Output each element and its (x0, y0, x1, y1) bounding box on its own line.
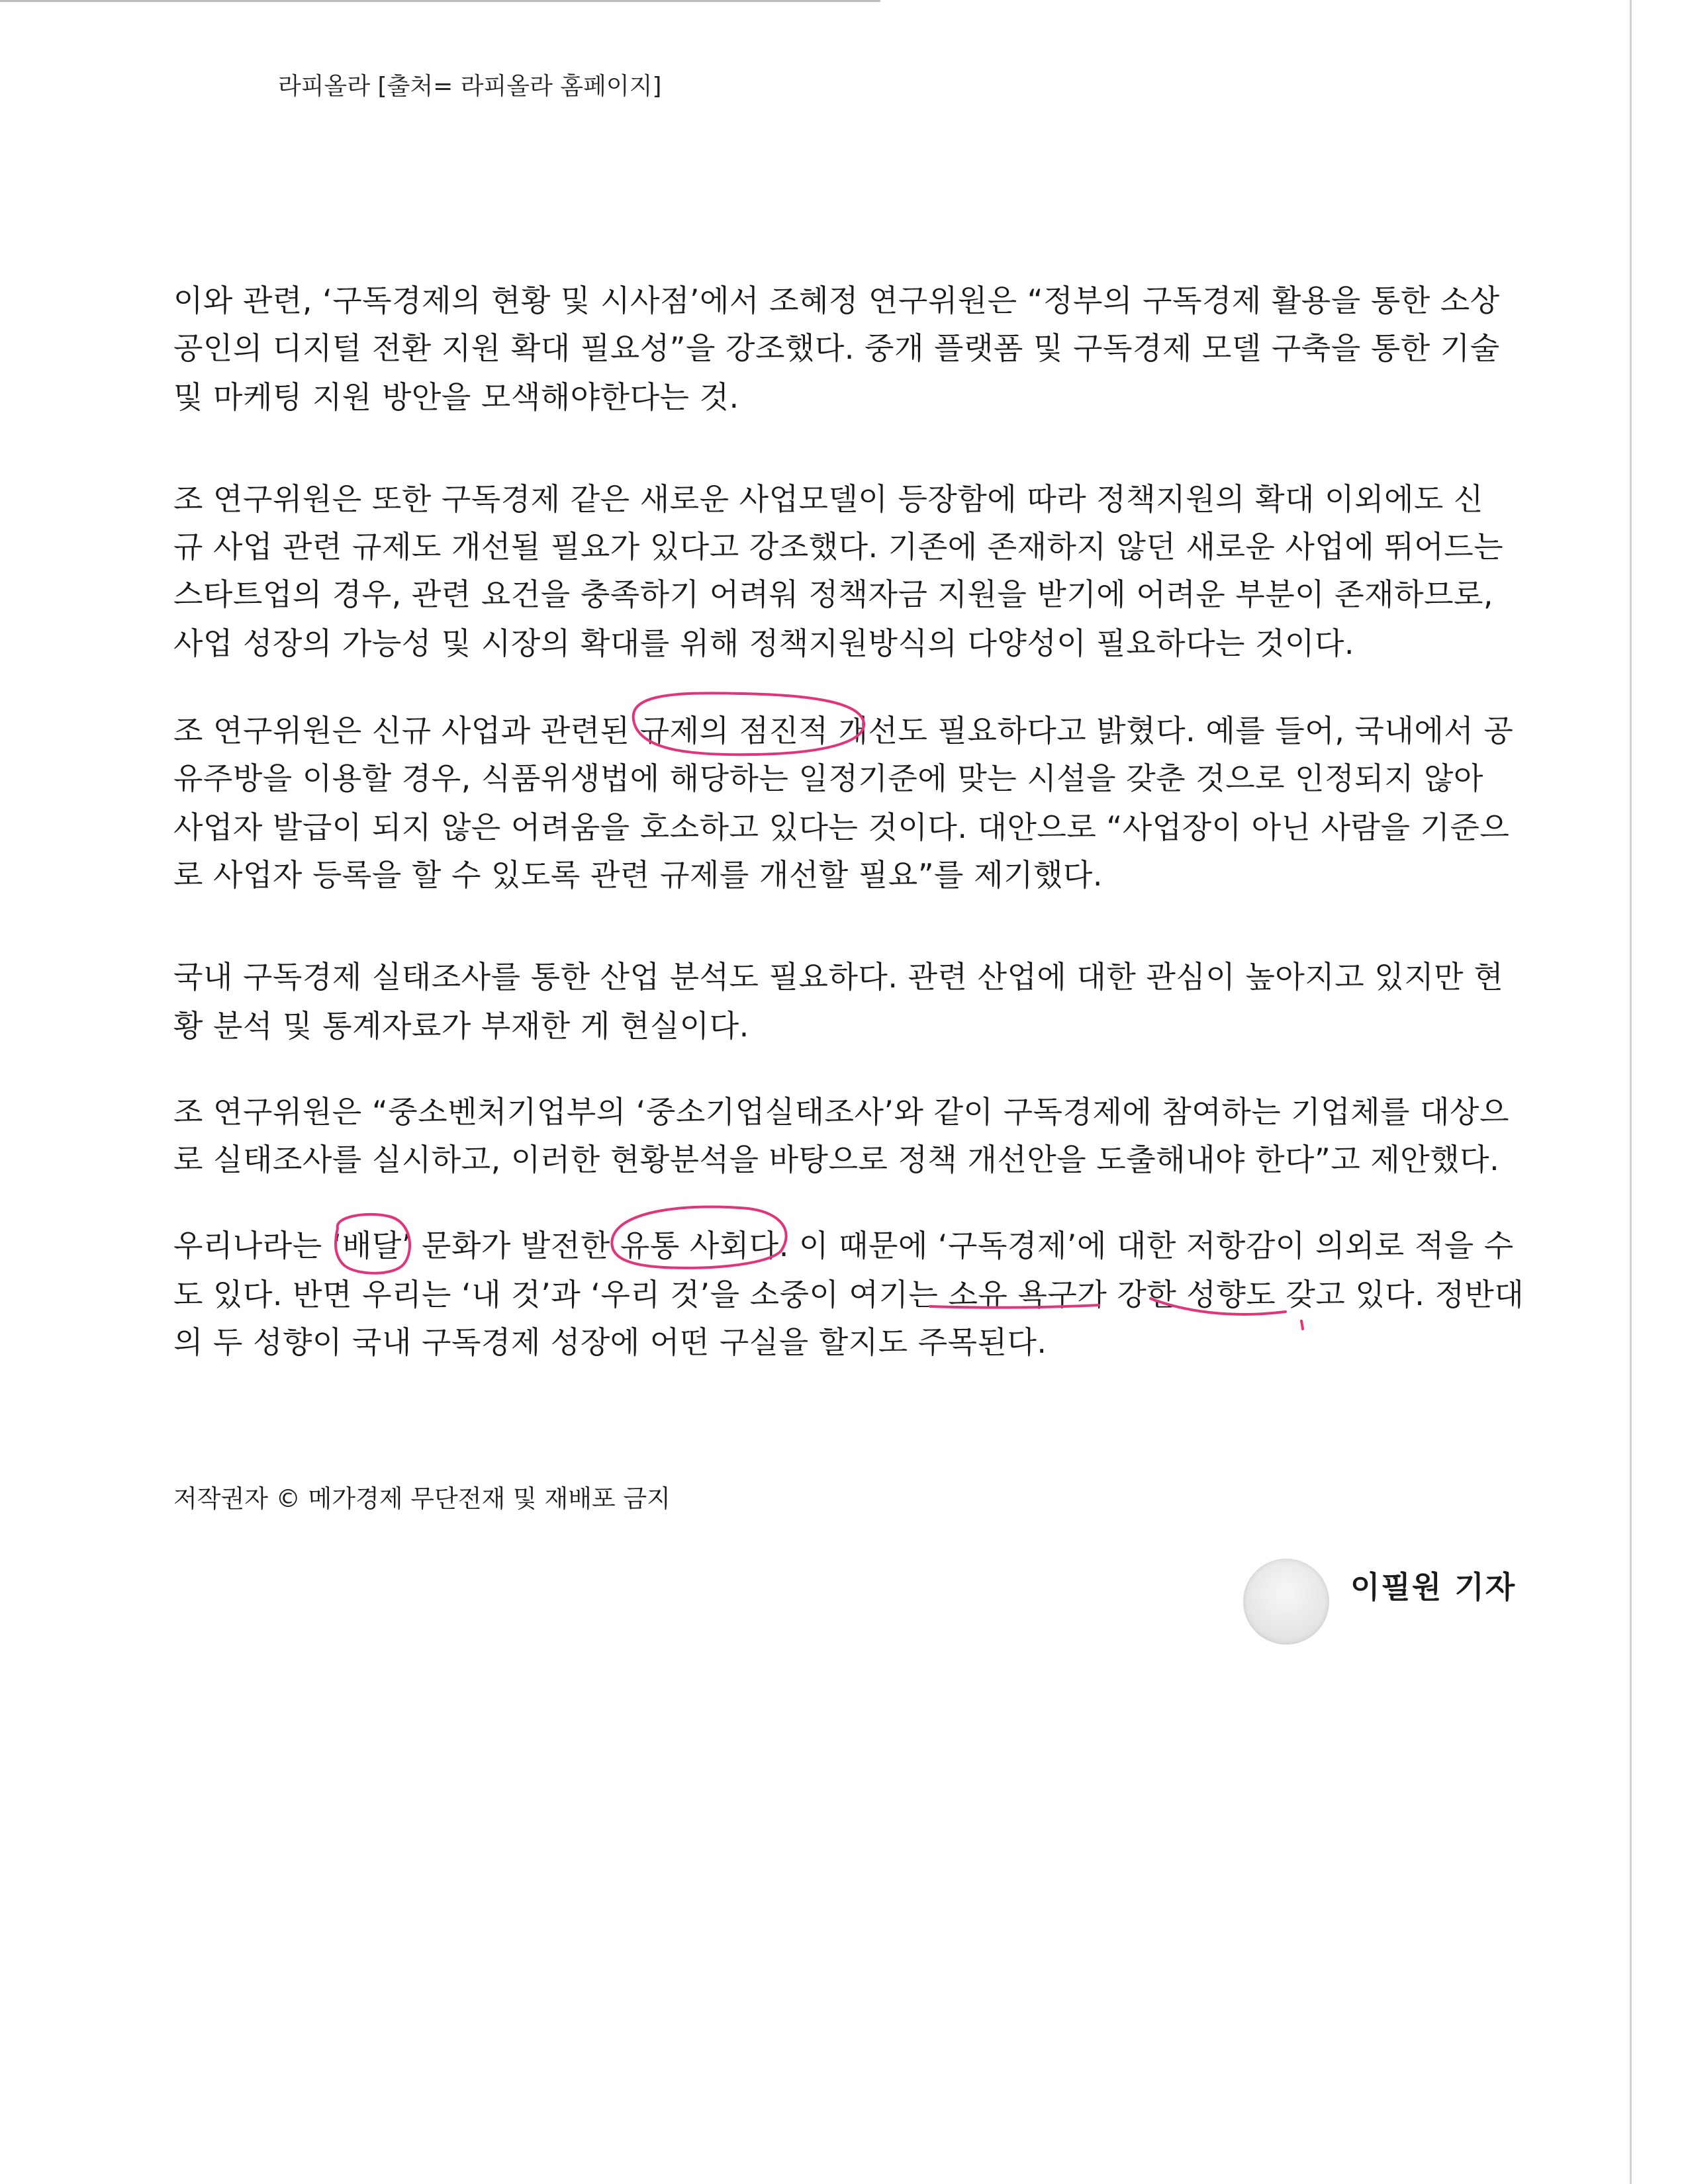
copyright-notice: 저작권자 © 메가경제 무단전재 및 재배포 금지 (173, 1484, 671, 1513)
paragraph-3-line-2: 유주방을 이용할 경우, 식품위생법에 해당하는 일정기준에 맞는 시설을 갖춘 것으로 인정되지 않아 (173, 760, 1483, 796)
paragraph-2-line-1: 조 연구위원은 또한 구독경제 같은 새로운 사업모델이 등장함에 따라 정책지원의 확대 이외에도 신 (173, 481, 1483, 517)
paragraph-5-line-2: 로 실태조사를 실시하고, 이러한 현황분석을 바탕으로 정책 개선안을 도출해내야 한다”고 제안했다. (173, 1142, 1500, 1177)
scan-edge-top (0, 0, 880, 2)
paragraph-4-line-1: 국내 구독경제 실태조사를 통한 산업 분석도 필요하다. 관련 산업에 대한 관심이 높아지고 있지만 현 (173, 959, 1504, 995)
paragraph-5-line-1: 조 연구위원은 “중소벤처기업부의 ‘중소기업실태조사’와 같이 구독경제에 참여하는 기업체를 대상으 (173, 1094, 1509, 1130)
paragraph-3-line-1: 조 연구위원은 신규 사업과 관련된 규제의 점진적 개선도 필요하다고 밝혔다. 예를 들어, 국내에서 공 (173, 713, 1514, 749)
paragraph-6-line-1: 우리나라는 ‘배달’ 문화가 발전한 유통 사회다. 이 때문에 ‘구독경제’에 대한 저항감이 의외로 적을 수 (173, 1228, 1514, 1263)
scan-edge-right (1630, 0, 1632, 2184)
paragraph-3-line-3: 사업자 발급이 되지 않은 어려움을 호소하고 있다는 것이다. 대안으로 “사업장이 아닌 사람을 기준으 (173, 809, 1510, 845)
paragraph-2-line-4: 사업 성장의 가능성 및 시장의 확대를 위해 정책지원방식의 다양성이 필요하다는 것이다. (173, 625, 1355, 661)
author-avatar (1243, 1559, 1329, 1645)
paragraph-2-line-2: 규 사업 관련 규제도 개선될 필요가 있다고 강조했다. 기존에 존재하지 않던 새로운 사업에 뛰어드는 (173, 529, 1504, 565)
paragraph-4-line-2: 황 분석 및 통계자료가 부재한 게 현실이다. (173, 1008, 749, 1044)
paragraph-1-line-3: 및 마케팅 지원 방안을 모색해야한다는 것. (173, 379, 739, 415)
paragraph-1-line-2: 공인의 디지털 전환 지원 확대 필요성”을 강조했다. 중개 플랫폼 및 구독경제 모델 구축을 통한 기술 (173, 330, 1500, 366)
paragraph-3-line-4: 로 사업자 등록을 할 수 있도록 관련 규제를 개선할 필요”를 제기했다. (173, 857, 1103, 893)
author-byline: 이필원 기자 (1350, 1569, 1517, 1605)
paragraph-1-line-1: 이와 관련, ‘구독경제의 현황 및 시사점’에서 조혜정 연구위원은 “정부의 구독경제 활용을 통한 소상 (173, 283, 1500, 318)
paragraph-6-line-3: 의 두 성향이 국내 구독경제 성장에 어떤 구실을 할지도 주목된다. (173, 1324, 1047, 1360)
image-caption: 라피올라 [출처= 라피올라 홈페이지] (278, 73, 662, 100)
paragraph-6-line-2: 도 있다. 반면 우리는 ‘내 것’과 ‘우리 것’을 소중이 여기는 소유 욕구가 강한 성향도 갖고 있다. 정반대 (173, 1277, 1524, 1312)
paragraph-2-line-3: 스타트업의 경우, 관련 요건을 충족하기 어려워 정책자금 지원을 받기에 어려운 부분이 존재하므로, (173, 576, 1494, 612)
